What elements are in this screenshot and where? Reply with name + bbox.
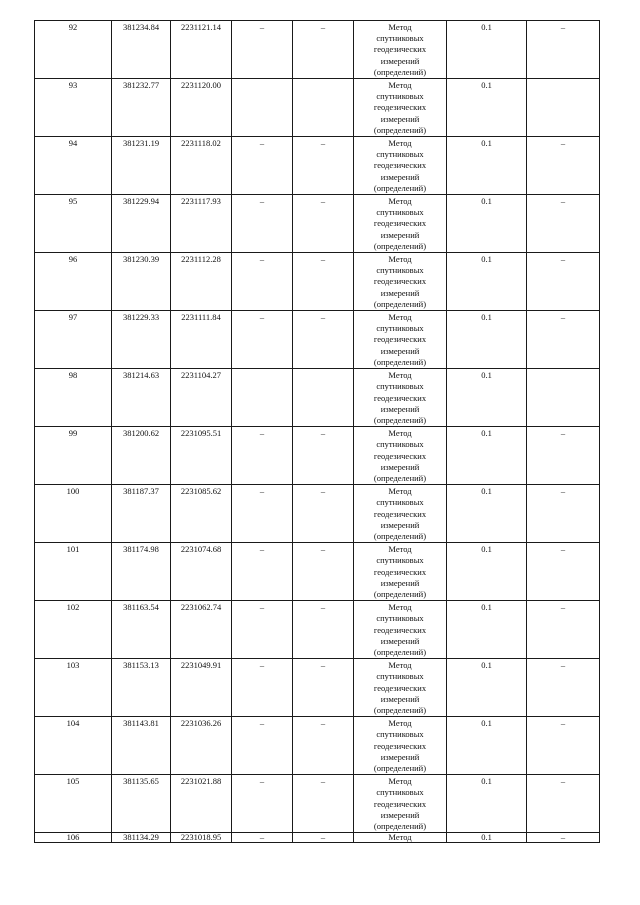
point-number-cell: 93 <box>35 79 112 137</box>
empty-value-cell: – <box>293 311 354 369</box>
empty-value-cell: – <box>527 775 600 833</box>
method-line: геодезических <box>373 44 427 55</box>
accuracy-cell: 0.1 <box>447 427 527 485</box>
accuracy-cell: 0.1 <box>447 195 527 253</box>
method-line: Метод <box>388 254 412 265</box>
coordinate-x-cell: 381230.39 <box>112 253 171 311</box>
empty-value-cell: – <box>232 195 293 253</box>
coordinate-x-cell: 381135.65 <box>112 775 171 833</box>
method-line: измерений <box>380 809 420 820</box>
empty-value-cell <box>293 79 354 137</box>
coordinate-y-cell: 2231085.62 <box>171 485 232 543</box>
empty-value-cell <box>232 369 293 427</box>
accuracy-cell: 0.1 <box>447 79 527 137</box>
method-line: измерений <box>380 693 420 704</box>
table-row <box>35 253 600 311</box>
method-line: геодезических <box>373 624 427 635</box>
accuracy-cell: 0.1 <box>447 137 527 195</box>
point-number-cell: 105 <box>35 775 112 833</box>
method-line: измерений <box>380 461 420 472</box>
point-number-cell: 103 <box>35 659 112 717</box>
method-line: спутниковых <box>376 149 424 160</box>
method-cell <box>354 137 447 195</box>
method-line: (определений) <box>373 472 427 483</box>
empty-value-cell: – <box>293 543 354 601</box>
empty-value-cell: – <box>293 717 354 775</box>
method-line: измерений <box>380 403 420 414</box>
empty-value-cell: – <box>293 253 354 311</box>
method-line: спутниковых <box>376 555 424 566</box>
method-line: спутниковых <box>376 439 424 450</box>
method-line: (определений) <box>373 414 427 425</box>
method-line: (определений) <box>373 588 427 599</box>
empty-value-cell <box>232 79 293 137</box>
coordinate-x-cell: 381143.81 <box>112 717 171 775</box>
accuracy-cell: 0.1 <box>447 311 527 369</box>
method-line: геодезических <box>373 160 427 171</box>
table-row <box>35 311 600 369</box>
method-line: Метод <box>388 196 412 207</box>
accuracy-cell: 0.1 <box>447 253 527 311</box>
method-line: измерений <box>380 519 420 530</box>
method-cell <box>354 253 447 311</box>
point-number-cell: 99 <box>35 427 112 485</box>
method-line: геодезических <box>373 450 427 461</box>
method-line: спутниковых <box>376 323 424 334</box>
method-line: (определений) <box>373 66 427 77</box>
table-row <box>35 543 600 601</box>
method-cell <box>354 659 447 717</box>
empty-value-cell: – <box>527 485 600 543</box>
method-line: (определений) <box>373 763 427 773</box>
point-number-cell: 104 <box>35 717 112 775</box>
empty-value-cell: – <box>232 543 293 601</box>
table-row <box>35 79 600 137</box>
method-line: геодезических <box>373 682 427 693</box>
coordinate-x-cell: 381153.13 <box>112 659 171 717</box>
method-line: геодезических <box>373 218 427 229</box>
method-cell <box>354 369 447 427</box>
method-line: (определений) <box>373 646 427 657</box>
method-line: (определений) <box>373 356 427 367</box>
method-cell <box>354 775 447 833</box>
coordinate-x-cell: 381200.62 <box>112 427 171 485</box>
method-line: спутниковых <box>376 207 424 218</box>
method-line: спутниковых <box>376 91 424 102</box>
method-line: геодезических <box>373 392 427 403</box>
coordinates-table <box>34 20 600 843</box>
table-row <box>35 601 600 659</box>
method-cell <box>354 833 447 843</box>
method-line: спутниковых <box>376 729 424 740</box>
coordinate-x-cell: 381232.77 <box>112 79 171 137</box>
point-number-cell: 106 <box>35 833 112 843</box>
method-line: измерений <box>380 577 420 588</box>
method-line: спутниковых <box>376 613 424 624</box>
empty-value-cell <box>527 369 600 427</box>
point-number-cell: 100 <box>35 485 112 543</box>
method-line: Метод <box>388 544 412 555</box>
empty-value-cell: – <box>293 485 354 543</box>
empty-value-cell: – <box>232 21 293 79</box>
empty-value-cell: – <box>293 137 354 195</box>
method-line: геодезических <box>373 334 427 345</box>
empty-value-cell: – <box>293 775 354 833</box>
coordinate-x-cell: 381214.63 <box>112 369 171 427</box>
method-line: измерений <box>380 113 420 124</box>
empty-value-cell: – <box>293 427 354 485</box>
method-cell <box>354 311 447 369</box>
point-number-cell: 96 <box>35 253 112 311</box>
coordinate-y-cell: 2231111.84 <box>171 311 232 369</box>
method-line: Метод <box>388 428 412 439</box>
coordinate-y-cell: 2231112.28 <box>171 253 232 311</box>
accuracy-cell: 0.1 <box>447 21 527 79</box>
method-cell <box>354 195 447 253</box>
coordinate-x-cell: 381229.94 <box>112 195 171 253</box>
method-cell <box>354 543 447 601</box>
table-row <box>35 369 600 427</box>
coordinate-y-cell: 2231104.27 <box>171 369 232 427</box>
empty-value-cell: – <box>293 195 354 253</box>
empty-value-cell: – <box>527 311 600 369</box>
empty-value-cell: – <box>527 601 600 659</box>
coordinate-y-cell: 2231121.14 <box>171 21 232 79</box>
coordinate-x-cell: 381174.98 <box>112 543 171 601</box>
table-row <box>35 485 600 543</box>
point-number-cell: 97 <box>35 311 112 369</box>
empty-value-cell: – <box>527 21 600 79</box>
empty-value-cell: – <box>527 717 600 775</box>
method-line: Метод <box>388 718 412 729</box>
method-line: измерений <box>380 229 420 240</box>
accuracy-cell: 0.1 <box>447 833 527 843</box>
table-row <box>35 137 600 195</box>
point-number-cell: 94 <box>35 137 112 195</box>
method-line: измерений <box>380 751 420 762</box>
point-number-cell: 92 <box>35 21 112 79</box>
empty-value-cell: – <box>232 311 293 369</box>
empty-value-cell <box>527 79 600 137</box>
accuracy-cell: 0.1 <box>447 369 527 427</box>
accuracy-cell: 0.1 <box>447 543 527 601</box>
method-line: Метод <box>388 80 412 91</box>
coordinate-x-cell: 381231.19 <box>112 137 171 195</box>
accuracy-cell: 0.1 <box>447 717 527 775</box>
method-line: Метод <box>388 832 412 843</box>
empty-value-cell: – <box>293 21 354 79</box>
method-line: геодезических <box>373 566 427 577</box>
method-line: Метод <box>388 370 412 381</box>
point-number-cell: 98 <box>35 369 112 427</box>
coordinate-y-cell: 2231118.02 <box>171 137 232 195</box>
coordinate-y-cell: 2231095.51 <box>171 427 232 485</box>
accuracy-cell: 0.1 <box>447 485 527 543</box>
empty-value-cell: – <box>527 659 600 717</box>
table-row <box>35 195 600 253</box>
method-cell <box>354 601 447 659</box>
table-row <box>35 427 600 485</box>
coordinate-x-cell: 381134.29 <box>112 833 171 843</box>
empty-value-cell: – <box>232 485 293 543</box>
coordinate-y-cell: 2231049.91 <box>171 659 232 717</box>
method-line: геодезических <box>373 798 427 809</box>
coordinate-y-cell: 2231018.95 <box>171 833 232 843</box>
method-line: Метод <box>388 602 412 613</box>
method-line: геодезических <box>373 102 427 113</box>
table-row <box>35 833 600 843</box>
method-cell <box>354 485 447 543</box>
empty-value-cell: – <box>527 253 600 311</box>
method-line: спутниковых <box>376 33 424 44</box>
point-number-cell: 101 <box>35 543 112 601</box>
method-line: (определений) <box>373 298 427 309</box>
empty-value-cell: – <box>527 543 600 601</box>
method-cell <box>354 427 447 485</box>
method-line: (определений) <box>373 240 427 251</box>
empty-value-cell: – <box>232 659 293 717</box>
coordinate-y-cell: 2231117.93 <box>171 195 232 253</box>
method-line: спутниковых <box>376 787 424 798</box>
method-line: (определений) <box>373 821 427 832</box>
method-line: спутниковых <box>376 265 424 276</box>
empty-value-cell: – <box>527 427 600 485</box>
table-row <box>35 659 600 717</box>
empty-value-cell: – <box>293 659 354 717</box>
method-line: (определений) <box>373 124 427 135</box>
method-line: (определений) <box>373 182 427 193</box>
table-body <box>35 21 600 843</box>
coordinate-y-cell: 2231120.00 <box>171 79 232 137</box>
method-line: спутниковых <box>376 497 424 508</box>
table-row <box>35 21 600 79</box>
method-line: измерений <box>380 171 420 182</box>
empty-value-cell: – <box>232 427 293 485</box>
empty-value-cell: – <box>232 253 293 311</box>
method-line: геодезических <box>373 508 427 519</box>
method-line: Метод <box>388 138 412 149</box>
coordinate-y-cell: 2231074.68 <box>171 543 232 601</box>
method-cell <box>354 21 447 79</box>
method-line: (определений) <box>373 530 427 541</box>
empty-value-cell: – <box>527 195 600 253</box>
method-line: Метод <box>388 776 412 787</box>
method-line: геодезических <box>373 276 427 287</box>
method-line: (определений) <box>373 704 427 715</box>
method-line: измерений <box>380 635 420 646</box>
accuracy-cell: 0.1 <box>447 659 527 717</box>
method-line: измерений <box>380 345 420 356</box>
method-line: Метод <box>388 22 412 32</box>
empty-value-cell: – <box>232 717 293 775</box>
point-number-cell: 102 <box>35 601 112 659</box>
coordinate-y-cell: 2231036.26 <box>171 717 232 775</box>
coordinate-x-cell: 381163.54 <box>112 601 171 659</box>
method-cell <box>354 717 447 775</box>
empty-value-cell: – <box>232 775 293 833</box>
table-row <box>35 717 600 775</box>
empty-value-cell: – <box>527 833 600 843</box>
coordinate-y-cell: 2231062.74 <box>171 601 232 659</box>
method-line: Метод <box>388 312 412 323</box>
empty-value-cell: – <box>293 833 354 843</box>
method-line: спутниковых <box>376 671 424 682</box>
method-line: измерений <box>380 55 420 66</box>
empty-value-cell: – <box>293 601 354 659</box>
coordinate-y-cell: 2231021.88 <box>171 775 232 833</box>
empty-value-cell: – <box>232 833 293 843</box>
empty-value-cell: – <box>232 137 293 195</box>
coordinate-x-cell: 381234.84 <box>112 21 171 79</box>
coordinate-x-cell: 381229.33 <box>112 311 171 369</box>
method-line: Метод <box>388 486 412 497</box>
method-line: геодезических <box>373 740 427 751</box>
table-row <box>35 775 600 833</box>
empty-value-cell: – <box>232 601 293 659</box>
method-line: спутниковых <box>376 381 424 392</box>
point-number-cell: 95 <box>35 195 112 253</box>
method-line: измерений <box>380 287 420 298</box>
empty-value-cell <box>293 369 354 427</box>
coordinate-x-cell: 381187.37 <box>112 485 171 543</box>
method-cell <box>354 79 447 137</box>
method-line: Метод <box>388 660 412 671</box>
accuracy-cell: 0.1 <box>447 601 527 659</box>
accuracy-cell: 0.1 <box>447 775 527 833</box>
empty-value-cell: – <box>527 137 600 195</box>
